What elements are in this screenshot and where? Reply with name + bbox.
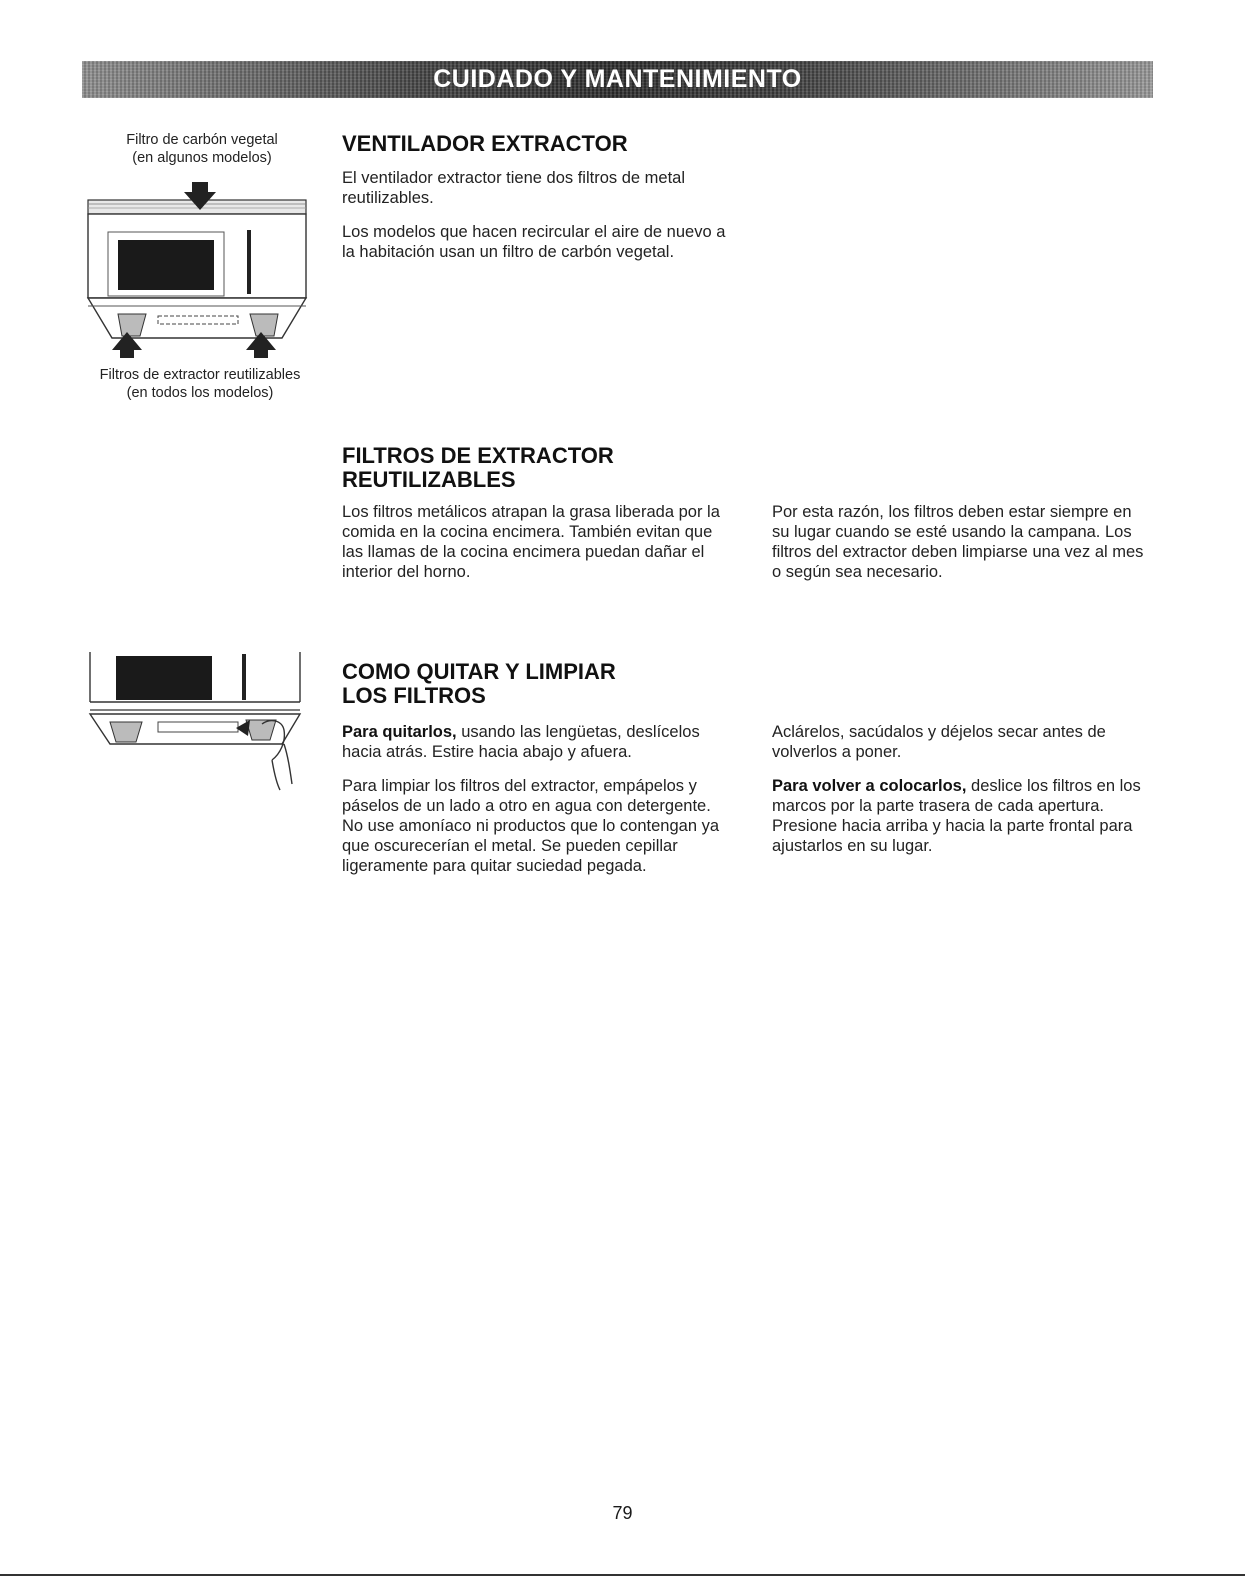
paragraph-quitar-4: [772, 776, 1152, 856]
heading-line: LOS FILTROS: [342, 683, 486, 708]
section-header-banner: [82, 61, 1153, 98]
metal-filters-caption: [82, 366, 318, 402]
paragraph-filtros-right: Por esta razón, los filtros deben estar siempre en su lugar cuando se esté usando la campana. Los filtros del extractor deben limpiarse una vez al mes o según sea necesario.: [772, 503, 1144, 581]
caption-line: (en algunos modelos): [132, 150, 272, 166]
paragraph-ventilador-1: El ventilador extractor tiene dos filtros de metal reutilizables.: [342, 169, 685, 207]
bottom-rule: [0, 1574, 1245, 1576]
caption-line: Filtro de carbón vegetal: [126, 132, 278, 148]
charcoal-filter-caption: [84, 131, 320, 167]
bold-lead: Para volver a colocarlos,: [772, 777, 967, 795]
heading-line: COMO QUITAR Y LIMPIAR: [342, 659, 616, 684]
page-number: 79: [612, 1503, 633, 1523]
paragraph-quitar-3: Aclárelos, sacúdalos y déjelos secar antes de volverlos a poner.: [772, 723, 1106, 761]
paragraph-quitar-1: [342, 722, 732, 762]
paragraph-quitar-2: Para limpiar los filtros del extractor, empápelos y páselos de un lado a otro en agua con detergente. No use amoníaco ni productos que lo contengan ya que oscurecerían el metal. Se pueden cepillar ligeramente para quitar suciedad pegada.: [342, 777, 720, 875]
caption-line: (en todos los modelos): [126, 385, 274, 401]
heading-filtros-reutilizables: [342, 444, 614, 492]
paragraph-text: deslice los filtros en los marcos por la parte trasera de cada apertura. Presione hacia arriba y hacia la parte frontal para ajustarlos en su lugar.: [772, 777, 1141, 855]
paragraph-text: usando las lengüetas, deslícelos hacia atrás. Estire hacia abajo y afuera.: [342, 723, 700, 761]
microwave-filter-illustration: [84, 178, 310, 360]
filter-removal-illustration: [86, 652, 308, 794]
paragraph-filtros-left: Los filtros metálicos atrapan la grasa liberada por la comida en la cocina encimera. También evitan que las llamas de la cocina encimera puedan dañar el interior del horno.: [342, 503, 720, 581]
heading-como-quitar: [342, 660, 616, 708]
paragraph-ventilador-2: Los modelos que hacen recircular el aire de nuevo a la habitación usan un filtro de carbón vegetal.: [342, 223, 726, 261]
caption-line: Filtros de extractor reutilizables: [99, 367, 301, 383]
heading-line: REUTILIZABLES: [342, 467, 516, 492]
bold-lead: Para quitarlos,: [342, 723, 457, 741]
heading-ventilador-extractor: VENTILADOR EXTRACTOR: [342, 131, 628, 156]
heading-line: FILTROS DE EXTRACTOR: [342, 443, 614, 468]
section-title: CUIDADO Y MANTENIMIENTO: [433, 65, 802, 93]
